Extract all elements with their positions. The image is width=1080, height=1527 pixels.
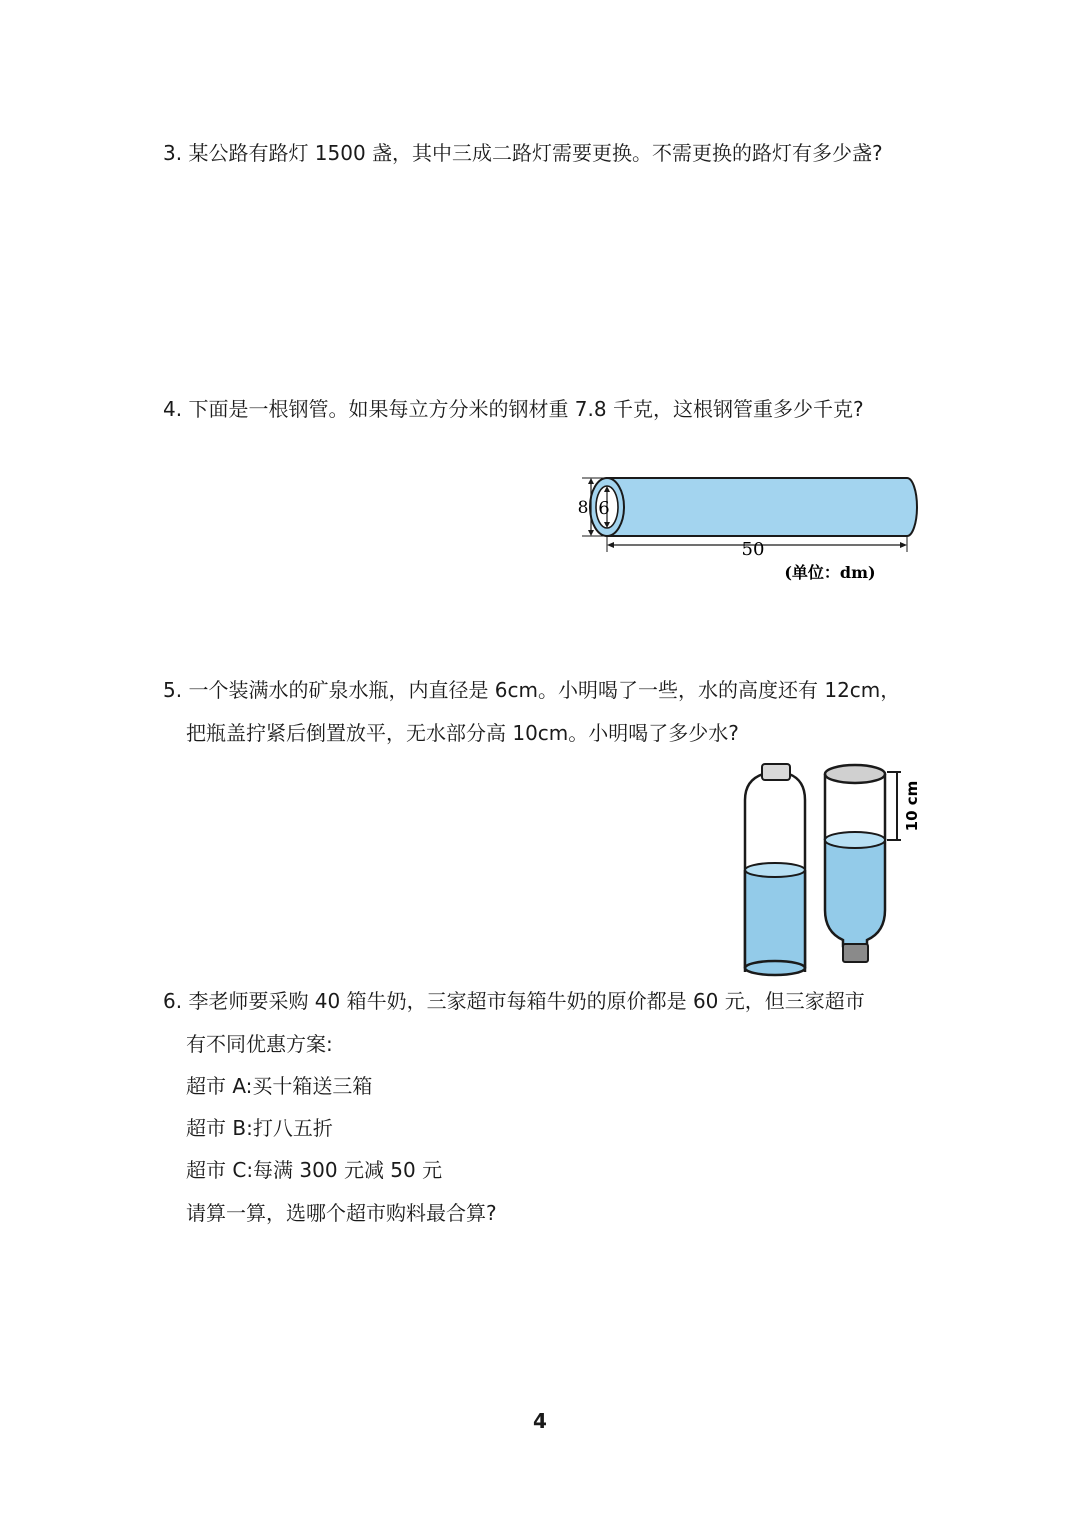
question-5-line2: 把瓶盖拧紧后倒置放平，无水部分高 10cm。小明喝了多少水? (186, 721, 739, 745)
inverted-bottle (825, 765, 901, 962)
question-5-line1: 5. 一个装满水的矿泉水瓶，内直径是 6cm。小明喝了一些，水的高度还有 12cm， (163, 678, 901, 702)
upright-bottle (745, 764, 805, 975)
offer-b: 超市 B:打八五折 (186, 1116, 333, 1140)
pipe-body (607, 478, 917, 536)
inner-diameter-label: 6 (598, 498, 610, 519)
bottle-cap-icon (762, 764, 790, 780)
question-6-ask: 请算一算，选哪个超市购料最合算? (186, 1201, 497, 1225)
offer-c: 超市 C:每满 300 元减 50 元 (186, 1158, 443, 1182)
unit-note: (单位：dm) (784, 563, 876, 582)
length-label: 50 (741, 539, 765, 560)
bottle-cap-icon (843, 944, 868, 962)
page-number: 4 (533, 1409, 547, 1433)
offer-a: 超市 A:买十箱送三箱 (186, 1074, 373, 1098)
question-6-line1: 6. 李老师要采购 40 箱牛奶，三家超市每箱牛奶的原价都是 60 元，但三家超市 (163, 989, 865, 1013)
empty-height-label: 10 cm (903, 780, 921, 832)
question-6-line2: 有不同优惠方案: (186, 1032, 333, 1056)
question-4: 4. 下面是一根钢管。如果每立方分米的钢材重 7.8 千克，这根钢管重多少千克? (163, 397, 864, 421)
outer-diameter-label: 8 (577, 498, 589, 518)
water-bottles-figure (735, 760, 935, 980)
steel-pipe-figure (570, 470, 930, 590)
question-3: 3. 某公路有路灯 1500 盏，其中三成二路灯需要更换。不需更换的路灯有多少盏? (163, 141, 883, 165)
